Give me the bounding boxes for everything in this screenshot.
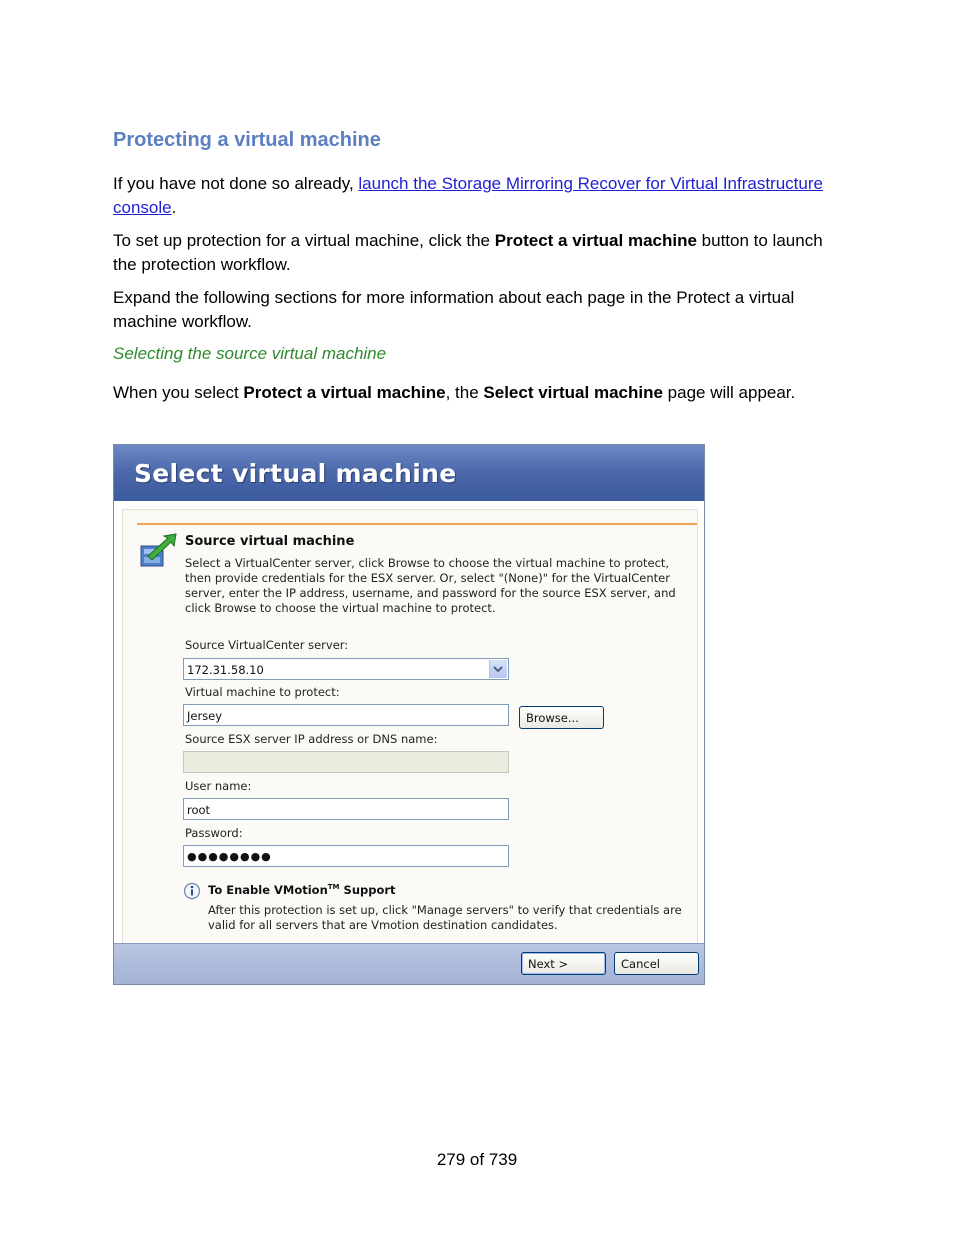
dialog-footer: [114, 943, 704, 984]
select-vm-dialog-screenshot: [113, 444, 705, 985]
select-prefix: When you select: [113, 383, 244, 402]
vmotion-title-text: To Enable VMotion: [208, 883, 328, 897]
page-number: 279 of 739: [436, 1150, 518, 1169]
password-input[interactable]: [183, 845, 509, 867]
select-paragraph: [113, 381, 833, 405]
select-suffix: page will appear.: [662, 383, 796, 402]
intro-paragraph: [113, 172, 833, 220]
chevron-down-icon: [493, 664, 503, 674]
dialog-header: [114, 445, 704, 501]
username-label: User name:: [185, 779, 252, 793]
esx-input[interactable]: [183, 751, 509, 773]
protect-paragraph: [113, 229, 833, 277]
select-bold-2: Select virtual machine: [483, 383, 663, 402]
launch-console-link[interactable]: launch the Storage Mirroring Recover for Virtual Infrastructure console: [113, 174, 823, 217]
section-heading[interactable]: Selecting the source virtual machine: [113, 344, 387, 363]
protect-prefix: To set up protection for a virtual machine, click the: [113, 231, 495, 250]
browse-button[interactable]: Browse...: [519, 706, 604, 729]
dropdown-button[interactable]: [489, 660, 507, 678]
divider: [137, 523, 697, 525]
intro-prefix: If you have not done so already,: [113, 174, 359, 193]
virtual-machine-arrow-icon: [138, 532, 178, 572]
password-label: Password:: [185, 826, 243, 840]
esx-label: Source ESX server IP address or DNS name:: [185, 732, 438, 746]
dialog-body: [122, 509, 698, 945]
cancel-button[interactable]: Cancel: [614, 952, 699, 975]
trademark-mark: TM: [327, 883, 340, 892]
source-section-title: Source virtual machine: [185, 534, 355, 549]
protect-bold: Protect a virtual machine: [494, 231, 697, 250]
expand-paragraph: Expand the following sections for more information about each page in the Protect a virtual machine workflow.: [113, 288, 795, 331]
select-bold-1: Protect a virtual machine: [243, 383, 446, 402]
username-input[interactable]: [183, 798, 509, 820]
select-mid: , the: [445, 383, 484, 402]
vmotion-title: [208, 883, 396, 897]
vmotion-title-suffix: Support: [339, 883, 396, 897]
intro-suffix: .: [171, 198, 177, 217]
vm-label: Virtual machine to protect:: [185, 685, 340, 699]
vc-server-select[interactable]: [183, 658, 509, 680]
protect-suffix: button to launch the protection workflow.: [113, 231, 823, 274]
page-title: Protecting a virtual machine: [113, 129, 381, 151]
vmotion-text: After this protection is set up, click "Manage servers" to verify that credentials are valid for all servers that are Vmotion destination candidates.: [208, 903, 682, 932]
vm-input[interactable]: [183, 704, 509, 726]
vc-server-label: Source VirtualCenter server:: [185, 638, 349, 652]
vc-server-value: 172.31.58.10: [187, 663, 264, 677]
dialog-title: Select virtual machine: [134, 459, 457, 488]
password-value: ●●●●●●●●: [187, 850, 272, 863]
username-value: root: [187, 803, 211, 817]
source-description: Select a VirtualCenter server, click Browse to choose the virtual machine to protect, then provide credentials for the ESX server. Or, select "(None)" for the VirtualCenter server, enter the IP address, username, and password for the source ESX server, and click Browse to choose the virtual machine to protect.: [185, 556, 676, 615]
vm-value: Jersey: [187, 709, 223, 723]
next-button[interactable]: Next >: [521, 952, 606, 975]
info-icon: [183, 882, 201, 900]
